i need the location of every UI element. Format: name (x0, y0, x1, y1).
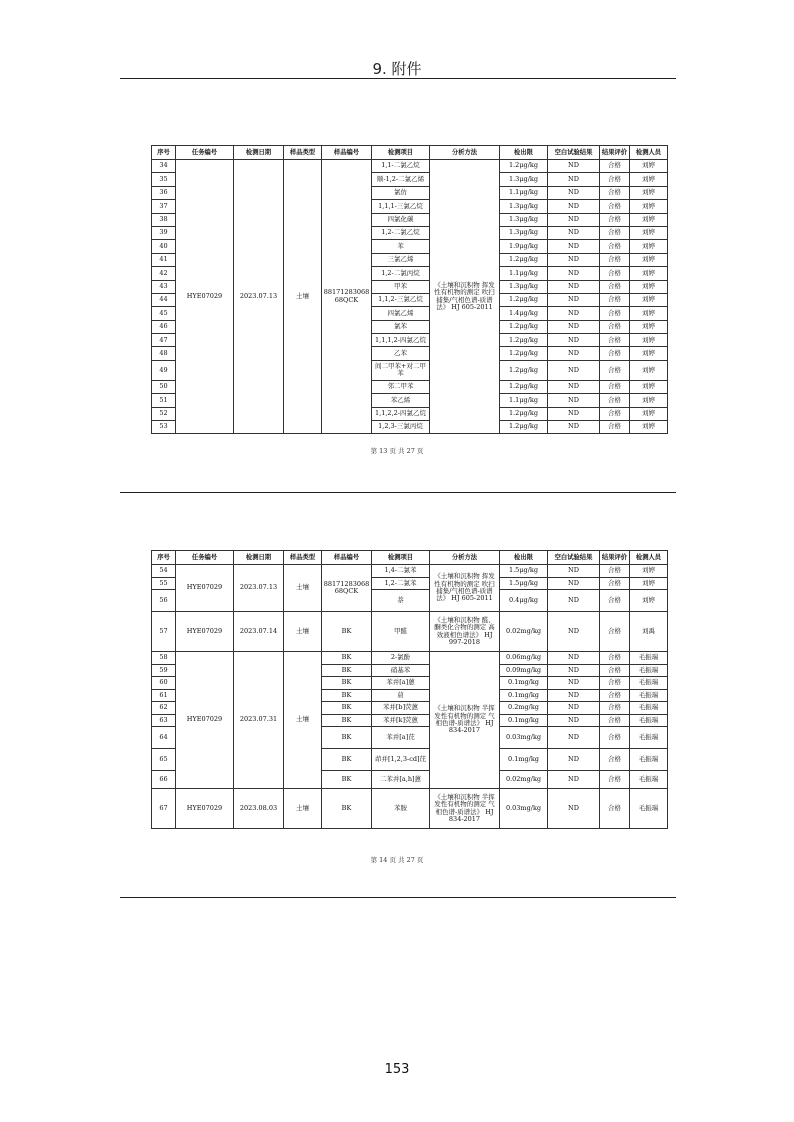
tester: 刘婷 (630, 173, 668, 186)
detection-limit: 1.2μg/kg (500, 253, 548, 266)
result-evaluation: 合格 (600, 253, 630, 266)
test-item: 1,2-二氯乙烷 (372, 226, 430, 239)
analysis-method: 《土壤和沉积物 半挥发性有机物的测定 气相色谱-质谱法》 HJ 834-2017 (430, 652, 500, 789)
test-item: 苯乙烯 (372, 394, 430, 407)
row-number: 51 (152, 394, 176, 407)
result-evaluation: 合格 (600, 612, 630, 652)
test-item: 乙苯 (372, 347, 430, 360)
blank-result: ND (548, 280, 600, 293)
test-item: 1,4-二氯苯 (372, 565, 430, 578)
result-evaluation: 合格 (600, 677, 630, 690)
tester: 毛振瑞 (630, 677, 668, 690)
detection-limit: 1.5μg/kg (500, 565, 548, 578)
result-evaluation: 合格 (600, 226, 630, 239)
result-evaluation: 合格 (600, 407, 630, 420)
test-item: 1,2-二氯丙烷 (372, 267, 430, 280)
row-number: 55 (152, 577, 176, 590)
tester: 刘婷 (630, 590, 668, 612)
detection-limit: 0.1mg/kg (500, 677, 548, 690)
row-number: 57 (152, 612, 176, 652)
result-evaluation: 合格 (600, 293, 630, 306)
tester: 刘婷 (630, 293, 668, 306)
tester: 刘婷 (630, 307, 668, 320)
detection-limit: 1.3μg/kg (500, 200, 548, 213)
col-header: 检出限 (500, 146, 548, 160)
blank-result: ND (548, 173, 600, 186)
result-evaluation: 合格 (600, 240, 630, 253)
header-rule (120, 78, 676, 79)
test-date: 2023.07.13 (234, 160, 284, 434)
analysis-method: 《土壤和沉积物 半挥发性有机物的测定 气相色谱-质谱法》 HJ 834-2017 (430, 789, 500, 829)
tester: 毛振瑞 (630, 727, 668, 749)
sample-type: 土壤 (284, 612, 322, 652)
result-evaluation: 合格 (600, 702, 630, 715)
col-header: 结果评价 (600, 146, 630, 160)
tester: 毛振瑞 (630, 771, 668, 789)
blank-result: ND (548, 590, 600, 612)
test-item: 1,1,2-三氯乙烷 (372, 293, 430, 306)
col-header: 任务编号 (176, 551, 234, 565)
sample-number: BK (322, 789, 372, 829)
row-number: 65 (152, 749, 176, 771)
detection-limit: 1.2μg/kg (500, 380, 548, 393)
sample-type: 土壤 (284, 789, 322, 829)
result-evaluation: 合格 (600, 360, 630, 380)
row-number: 36 (152, 186, 176, 199)
result-evaluation: 合格 (600, 714, 630, 727)
row-number: 43 (152, 280, 176, 293)
row-number: 64 (152, 727, 176, 749)
table-header-row (152, 551, 668, 565)
tester: 刘婷 (630, 213, 668, 226)
results-table-2 (151, 550, 668, 829)
detection-limit: 0.1mg/kg (500, 714, 548, 727)
detection-limit: 1.3μg/kg (500, 280, 548, 293)
result-evaluation: 合格 (600, 267, 630, 280)
tester: 刘婷 (630, 565, 668, 578)
row-number: 63 (152, 714, 176, 727)
test-item: 甲苯 (372, 280, 430, 293)
row-number: 39 (152, 226, 176, 239)
col-header: 检测人员 (630, 146, 668, 160)
test-item: 1,1,2,2-四氯乙烷 (372, 407, 430, 420)
table-row (152, 652, 668, 665)
table-row (152, 160, 668, 173)
col-header: 检测日期 (234, 551, 284, 565)
result-evaluation: 合格 (600, 789, 630, 829)
blank-result: ND (548, 714, 600, 727)
test-item: 苯并[k]荧蒽 (372, 714, 430, 727)
tester: 刘婷 (630, 200, 668, 213)
page-note: 第 14 页 共 27 页 (370, 856, 424, 864)
col-header: 任务编号 (176, 146, 234, 160)
analysis-method: 《土壤和沉积物 挥发性有机物的测定 吹扫捕集/气相色谱-质谱法》 HJ 605-2011 (430, 160, 500, 434)
test-item: 邻二甲苯 (372, 380, 430, 393)
task-number: HYE07029 (176, 789, 234, 829)
result-evaluation: 合格 (600, 347, 630, 360)
blank-result: ND (548, 347, 600, 360)
detection-limit: 1.2μg/kg (500, 421, 548, 434)
col-header: 序号 (152, 551, 176, 565)
detection-limit: 0.06mg/kg (500, 652, 548, 665)
task-number: HYE07029 (176, 160, 234, 434)
analysis-method: 《土壤和沉积物 挥发性有机物的测定 吹扫捕集/气相色谱-质谱法》 HJ 605-2011 (430, 565, 500, 612)
analysis-method: 《土壤和沉积物 醛、酮类化合物的测定 高效液相色谱法》 HJ 997-2018 (430, 612, 500, 652)
blank-result: ND (548, 612, 600, 652)
col-header: 结果评价 (600, 551, 630, 565)
test-item: 三氯乙烯 (372, 253, 430, 266)
blank-result: ND (548, 253, 600, 266)
detection-limit: 1.1μg/kg (500, 267, 548, 280)
blank-result: ND (548, 380, 600, 393)
tester: 刘婷 (630, 160, 668, 173)
test-item: 顺-1,2-二氯乙烯 (372, 173, 430, 186)
blank-result: ND (548, 421, 600, 434)
detection-limit: 0.2mg/kg (500, 702, 548, 715)
tester: 刘婷 (630, 407, 668, 420)
blank-result: ND (548, 689, 600, 702)
result-evaluation: 合格 (600, 160, 630, 173)
test-date: 2023.07.13 (234, 565, 284, 612)
tester: 刘婷 (630, 253, 668, 266)
blank-result: ND (548, 702, 600, 715)
row-number: 60 (152, 677, 176, 690)
row-number: 59 (152, 664, 176, 677)
result-evaluation: 合格 (600, 173, 630, 186)
test-date: 2023.07.31 (234, 652, 284, 789)
blank-result: ND (548, 771, 600, 789)
col-header: 空白试验结果 (548, 551, 600, 565)
detection-limit: 0.03mg/kg (500, 727, 548, 749)
result-evaluation: 合格 (600, 186, 630, 199)
table-row (152, 612, 668, 652)
row-number: 45 (152, 307, 176, 320)
tester: 毛振瑞 (630, 702, 668, 715)
test-date: 2023.07.14 (234, 612, 284, 652)
blank-result: ND (548, 789, 600, 829)
row-number: 41 (152, 253, 176, 266)
detection-limit: 1.2μg/kg (500, 360, 548, 380)
col-header: 检测项目 (372, 146, 430, 160)
test-item: 氯苯 (372, 320, 430, 333)
row-number: 44 (152, 293, 176, 306)
row-number: 46 (152, 320, 176, 333)
detection-limit: 0.02mg/kg (500, 771, 548, 789)
test-item: 1,2-二氯苯 (372, 577, 430, 590)
sample-number: 88171283068 68QCK (322, 160, 372, 434)
row-number: 34 (152, 160, 176, 173)
row-number: 62 (152, 702, 176, 715)
table-row (152, 565, 668, 578)
blank-result: ND (548, 213, 600, 226)
result-evaluation: 合格 (600, 565, 630, 578)
blank-result: ND (548, 565, 600, 578)
detection-limit: 1.5μg/kg (500, 577, 548, 590)
row-number: 37 (152, 200, 176, 213)
test-item: 苯胺 (372, 789, 430, 829)
test-item: 2-氯酚 (372, 652, 430, 665)
tester: 刘婷 (630, 394, 668, 407)
row-number: 47 (152, 334, 176, 347)
sample-number: BK (322, 727, 372, 749)
detection-limit: 0.1mg/kg (500, 749, 548, 771)
task-number: HYE07029 (176, 652, 234, 789)
sample-number: BK (322, 677, 372, 690)
blank-result: ND (548, 749, 600, 771)
page-number: 153 (384, 1062, 410, 1077)
test-item: 苯并[b]荧蒽 (372, 702, 430, 715)
tester: 刘婷 (630, 226, 668, 239)
page-note: 第 13 页 共 27 页 (370, 447, 424, 455)
tester: 刘婷 (630, 267, 668, 280)
detection-limit: 1.2μg/kg (500, 160, 548, 173)
detection-limit: 1.2μg/kg (500, 320, 548, 333)
detection-limit: 1.1μg/kg (500, 394, 548, 407)
test-item: 氯仿 (372, 186, 430, 199)
blank-result: ND (548, 394, 600, 407)
test-item: 二苯并[a,h]蒽 (372, 771, 430, 789)
col-header: 空白试验结果 (548, 146, 600, 160)
tester: 毛振瑞 (630, 689, 668, 702)
test-item: 苯并[a]蒽 (372, 677, 430, 690)
tester: 刘婷 (630, 347, 668, 360)
detection-limit: 0.1mg/kg (500, 689, 548, 702)
tester: 毛振瑞 (630, 652, 668, 665)
sample-number: BK (322, 714, 372, 727)
row-number: 56 (152, 590, 176, 612)
col-header: 序号 (152, 146, 176, 160)
tester: 刘婷 (630, 380, 668, 393)
col-header: 样品编号 (322, 146, 372, 160)
result-evaluation: 合格 (600, 749, 630, 771)
blank-result: ND (548, 160, 600, 173)
result-evaluation: 合格 (600, 200, 630, 213)
test-date: 2023.08.03 (234, 789, 284, 829)
result-evaluation: 合格 (600, 652, 630, 665)
footer-rule (120, 897, 676, 898)
tester: 刘婷 (630, 320, 668, 333)
detection-limit: 0.03mg/kg (500, 789, 548, 829)
detection-limit: 0.02mg/kg (500, 612, 548, 652)
detection-limit: 1.3μg/kg (500, 226, 548, 239)
row-number: 50 (152, 380, 176, 393)
test-item: 1,1,1,2-四氯乙烷 (372, 334, 430, 347)
detection-limit: 1.3μg/kg (500, 173, 548, 186)
test-item: 四氯化碳 (372, 213, 430, 226)
tester: 刘禹 (630, 612, 668, 652)
tester: 毛振瑞 (630, 789, 668, 829)
result-evaluation: 合格 (600, 280, 630, 293)
test-item: 茚并[1,2,3-cd]芘 (372, 749, 430, 771)
row-number: 66 (152, 771, 176, 789)
blank-result: ND (548, 360, 600, 380)
blank-result: ND (548, 334, 600, 347)
detection-limit: 1.2μg/kg (500, 293, 548, 306)
result-evaluation: 合格 (600, 577, 630, 590)
result-evaluation: 合格 (600, 334, 630, 347)
tester: 刘婷 (630, 186, 668, 199)
test-item: 1,1-二氯乙烷 (372, 160, 430, 173)
detection-limit: 1.2μg/kg (500, 347, 548, 360)
detection-limit: 1.1μg/kg (500, 186, 548, 199)
detection-limit: 0.4μg/kg (500, 590, 548, 612)
blank-result: ND (548, 293, 600, 306)
row-number: 38 (152, 213, 176, 226)
result-evaluation: 合格 (600, 664, 630, 677)
result-evaluation: 合格 (600, 727, 630, 749)
row-number: 53 (152, 421, 176, 434)
blank-result: ND (548, 200, 600, 213)
col-header: 分析方法 (430, 551, 500, 565)
col-header: 样品类型 (284, 146, 322, 160)
sample-number: BK (322, 749, 372, 771)
tester: 刘婷 (630, 240, 668, 253)
detection-limit: 1.9μg/kg (500, 240, 548, 253)
col-header: 样品编号 (322, 551, 372, 565)
tester: 刘婷 (630, 360, 668, 380)
col-header: 检测项目 (372, 551, 430, 565)
col-header: 检测日期 (234, 146, 284, 160)
blank-result: ND (548, 226, 600, 239)
col-header: 样品类型 (284, 551, 322, 565)
sample-number: BK (322, 664, 372, 677)
blank-result: ND (548, 267, 600, 280)
sample-type: 土壤 (284, 565, 322, 612)
section-rule (120, 492, 676, 493)
detection-limit: 1.3μg/kg (500, 213, 548, 226)
blank-result: ND (548, 727, 600, 749)
detection-limit: 1.4μg/kg (500, 307, 548, 320)
row-number: 52 (152, 407, 176, 420)
tester: 刘婷 (630, 280, 668, 293)
test-item: 䓛 (372, 689, 430, 702)
detection-limit: 1.2μg/kg (500, 407, 548, 420)
blank-result: ND (548, 577, 600, 590)
results-table-1 (151, 145, 668, 434)
test-item: 间二甲苯+对二甲苯 (372, 360, 430, 380)
row-number: 35 (152, 173, 176, 186)
row-number: 49 (152, 360, 176, 380)
result-evaluation: 合格 (600, 307, 630, 320)
sample-number: BK (322, 771, 372, 789)
blank-result: ND (548, 320, 600, 333)
row-number: 42 (152, 267, 176, 280)
test-item: 甲醛 (372, 612, 430, 652)
col-header: 检出限 (500, 551, 548, 565)
page-header-title: 9. 附件 (372, 60, 422, 78)
test-item: 四氯乙烯 (372, 307, 430, 320)
table-header-row (152, 146, 668, 160)
test-item: 苯 (372, 240, 430, 253)
row-number: 61 (152, 689, 176, 702)
result-evaluation: 合格 (600, 771, 630, 789)
row-number: 40 (152, 240, 176, 253)
test-item: 1,2,3-三氯丙烷 (372, 421, 430, 434)
sample-number: BK (322, 689, 372, 702)
sample-number: BK (322, 652, 372, 665)
blank-result: ND (548, 407, 600, 420)
result-evaluation: 合格 (600, 320, 630, 333)
col-header: 分析方法 (430, 146, 500, 160)
result-evaluation: 合格 (600, 394, 630, 407)
tester: 刘婷 (630, 334, 668, 347)
row-number: 54 (152, 565, 176, 578)
blank-result: ND (548, 652, 600, 665)
test-item: 1,1,1-三氯乙烷 (372, 200, 430, 213)
result-evaluation: 合格 (600, 213, 630, 226)
result-evaluation: 合格 (600, 421, 630, 434)
table-row (152, 789, 668, 829)
tester: 毛振瑞 (630, 749, 668, 771)
row-number: 58 (152, 652, 176, 665)
test-item: 硝基苯 (372, 664, 430, 677)
result-evaluation: 合格 (600, 689, 630, 702)
col-header: 检测人员 (630, 551, 668, 565)
blank-result: ND (548, 664, 600, 677)
sample-number: BK (322, 612, 372, 652)
detection-limit: 1.2μg/kg (500, 334, 548, 347)
tester: 刘婷 (630, 577, 668, 590)
tester: 毛振瑞 (630, 714, 668, 727)
sample-type: 土壤 (284, 652, 322, 789)
row-number: 67 (152, 789, 176, 829)
tester: 毛振瑞 (630, 664, 668, 677)
tester: 刘婷 (630, 421, 668, 434)
blank-result: ND (548, 240, 600, 253)
result-evaluation: 合格 (600, 590, 630, 612)
task-number: HYE07029 (176, 612, 234, 652)
blank-result: ND (548, 677, 600, 690)
task-number: HYE07029 (176, 565, 234, 612)
test-item: 萘 (372, 590, 430, 612)
result-evaluation: 合格 (600, 380, 630, 393)
sample-number: 88171283068 68QCK (322, 565, 372, 612)
sample-number: BK (322, 702, 372, 715)
test-item: 苯并[a]芘 (372, 727, 430, 749)
blank-result: ND (548, 186, 600, 199)
blank-result: ND (548, 307, 600, 320)
sample-type: 土壤 (284, 160, 322, 434)
detection-limit: 0.09mg/kg (500, 664, 548, 677)
row-number: 48 (152, 347, 176, 360)
